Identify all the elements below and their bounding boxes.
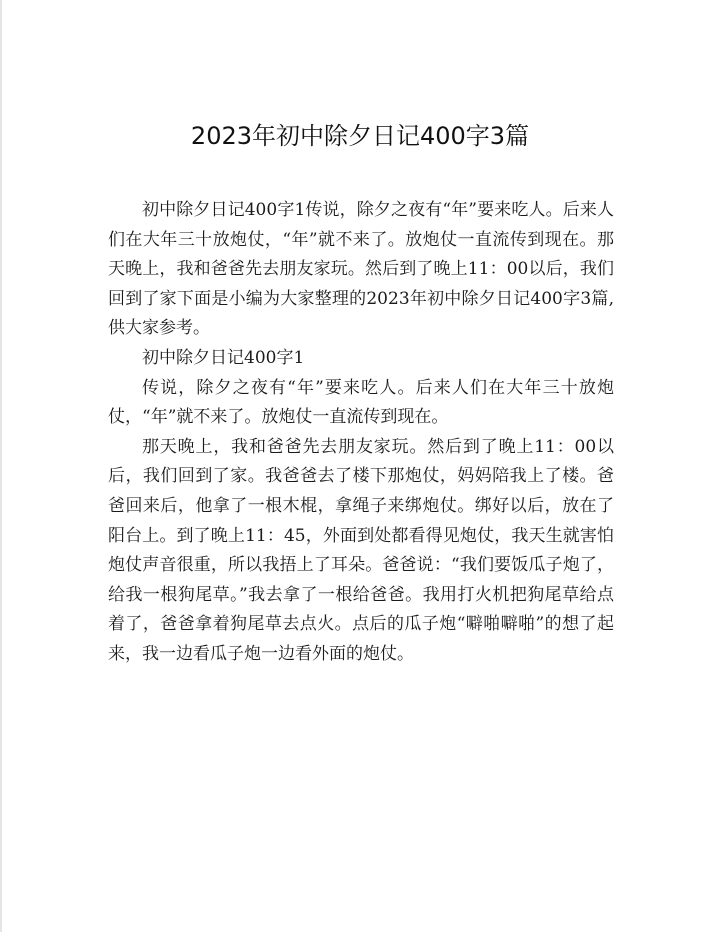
paragraph-intro: 初中除夕日记400字1传说，除夕之夜有“年”要来吃人。后来人们在大年三十放炮仗，“年”就不来了。放炮仗一直流传到现在。那天晚上，我和爸爸先去朋友家玩。然后到了晚上11：00以后，我们回到了家下面是小编为大家整理的2023年初中除夕日记400字3篇,供大家参考。: [108, 200, 614, 339]
paragraph-legend: 传说，除夕之夜有“年”要来吃人。后来人们在大年三十放炮仗，“年”就不来了。放炮仗一直流传到现在。: [108, 377, 614, 428]
document-title: 2023年初中除夕日记400字3篇: [190, 122, 530, 150]
paragraph-story: 那天晚上，我和爸爸先去朋友家玩。然后到了晚上11：00以后，我们回到了家。我爸爸去了楼下那炮仗，妈妈陪我上了楼。爸爸回来后，他拿了一根木棍，拿绳子来绑炮仗。绑好以后，放在了阳台上。到了晚上11：45，外面到处都看得见炮仗，我天生就害怕炮仗声音很重，所以我捂上了耳朵。爸爸说：“我们要饭瓜子炮了，给我一根狗尾草。”我去拿了一根给爸爸。我用打火机把狗尾草给点着了，爸爸拿着狗尾草去点火。点后的瓜子炮“噼啪噼啪”的想了起来，我一边看瓜子炮一边看外面的炮仗。: [108, 436, 614, 664]
paragraph-subheading: 初中除夕日记400字1: [142, 347, 305, 368]
document-body: [108, 196, 614, 670]
